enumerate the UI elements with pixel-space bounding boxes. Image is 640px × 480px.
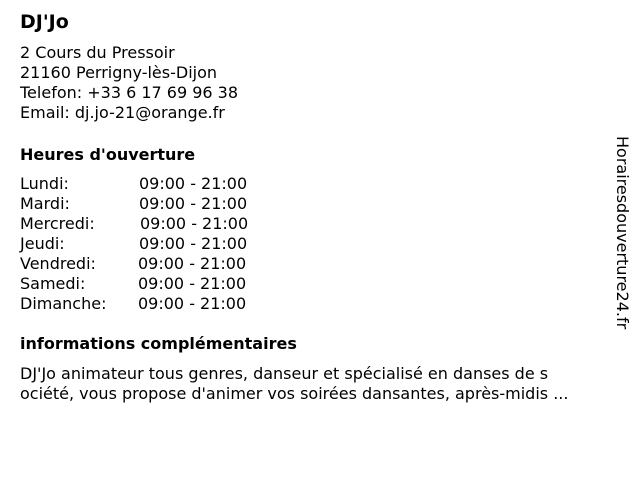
email-line: Email: dj.jo-21@orange.fr (20, 103, 225, 122)
site-watermark: Horairesdouverture24.fr (613, 136, 632, 330)
time-range: 09:00 - 21:00 (139, 174, 248, 193)
hours-row-tuesday (20, 194, 280, 214)
time-range: 09:00 - 21:00 (138, 294, 247, 313)
day-label: Lundi: (20, 174, 69, 193)
hours-row-friday (20, 254, 280, 274)
contact-block (20, 43, 238, 123)
opening-hours-heading: Heures d'ouverture (20, 145, 196, 164)
hours-row-sunday (20, 294, 280, 314)
time-range: 09:00 - 21:00 (140, 214, 249, 233)
description-line: ociété, vous propose d'animer vos soirées dansantes, après-midis ... (20, 384, 569, 403)
day-label: Samedi: (20, 274, 86, 293)
phone-line: Telefon: +33 6 17 69 96 38 (20, 83, 239, 102)
address-street: 2 Cours du Pressoir (20, 43, 175, 62)
time-range: 09:00 - 21:00 (139, 194, 248, 213)
hours-row-saturday (20, 274, 280, 294)
opening-hours-table (20, 174, 280, 314)
day-label: Mardi: (20, 194, 70, 213)
description-line: DJ'Jo animateur tous genres, danseur et spécialisé en danses de s (20, 364, 549, 383)
hours-row-wednesday (20, 214, 280, 234)
day-label: Vendredi: (20, 254, 96, 273)
day-label: Mercredi: (20, 214, 95, 233)
day-label: Dimanche: (20, 294, 107, 313)
address-city: 21160 Perrigny-lès-Dijon (20, 63, 218, 82)
business-description (20, 364, 620, 404)
hours-row-monday (20, 174, 280, 194)
time-range: 09:00 - 21:00 (138, 254, 247, 273)
hours-row-thursday (20, 234, 280, 254)
time-range: 09:00 - 21:00 (139, 234, 248, 253)
day-label: Jeudi: (20, 234, 65, 253)
business-name: DJ'Jo (20, 11, 69, 33)
time-range: 09:00 - 21:00 (138, 274, 247, 293)
additional-info-heading: informations complémentaires (20, 334, 297, 353)
